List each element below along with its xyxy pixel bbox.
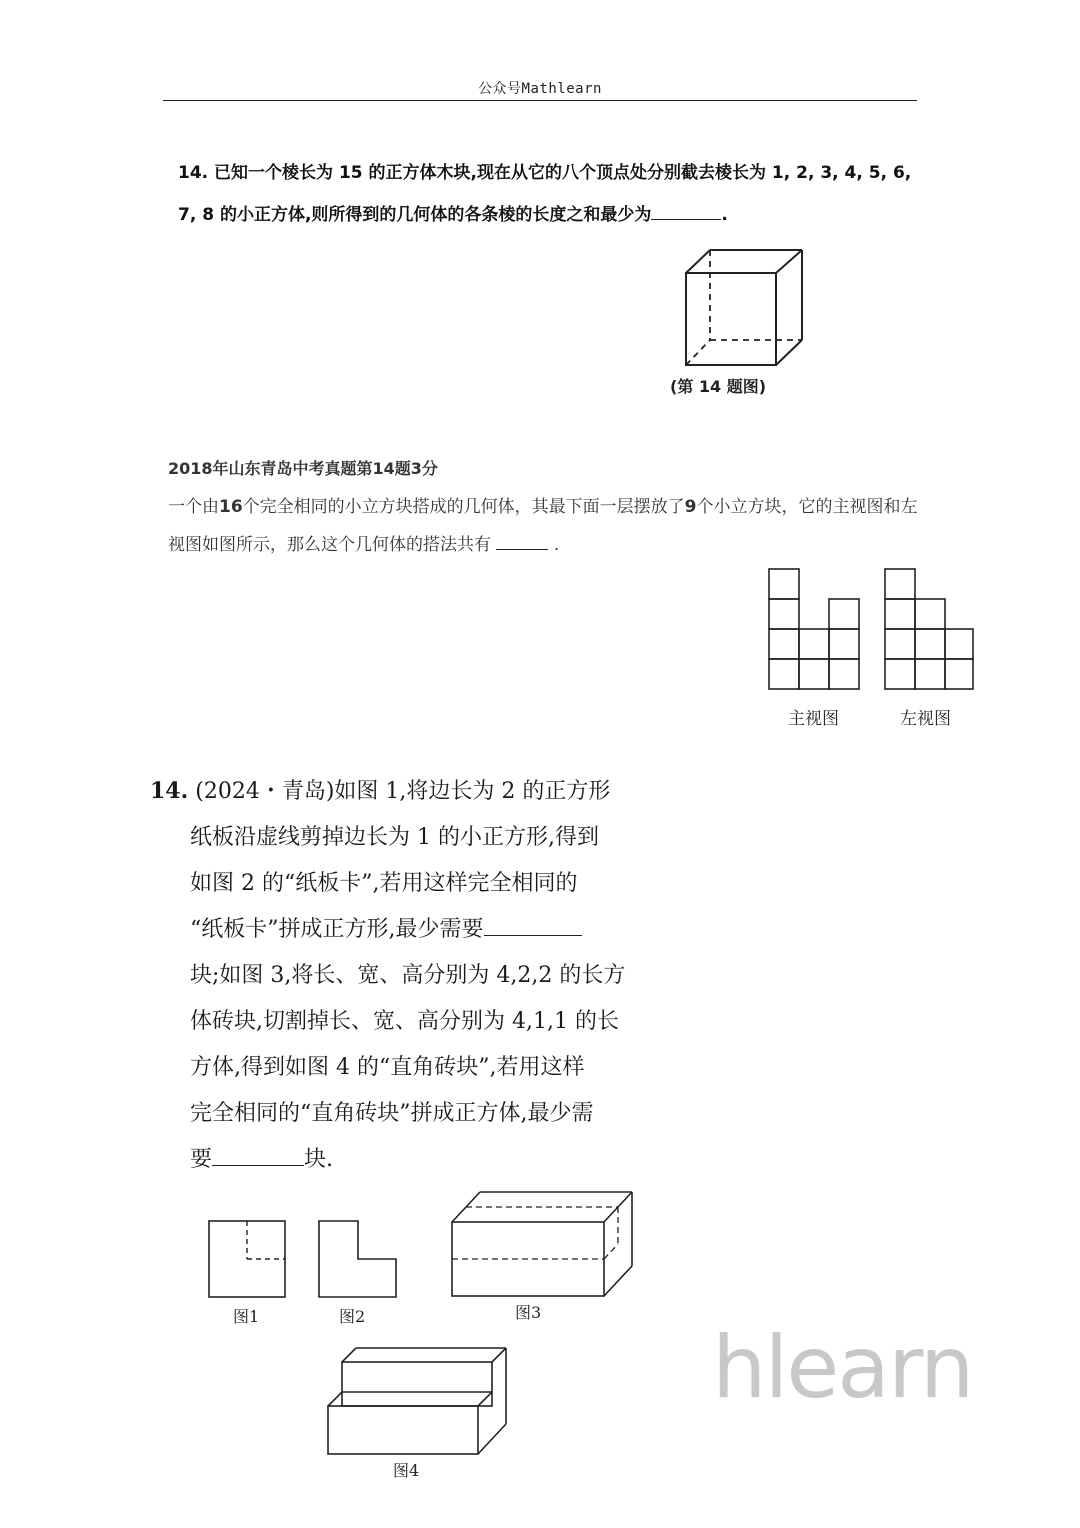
watermark-text: hlearn <box>712 1318 973 1418</box>
figure-2-label: 图2 <box>339 1307 366 1326</box>
left-view-figure <box>884 568 980 694</box>
problem2-cube-count: 16 <box>219 497 243 517</box>
problem2-line1-b: 个完全相同的小立方块搭成的几何体，其最下面一层摆放了 <box>242 497 685 517</box>
problem3-line1 <box>150 774 610 805</box>
problem3-line1-text: (2024・青岛)如图 1,将边长为 2 的正方形 <box>195 779 611 804</box>
problem3-line5: 块;如图 3,将长、宽、高分别为 4,2,2 的长方 <box>190 963 626 988</box>
figure-3-label: 图3 <box>515 1303 542 1322</box>
problem3-line7: 方体,得到如图 4 的“直角砖块”,若用这样 <box>190 1055 585 1080</box>
problem3-line6: 体砖块,切割掉长、宽、高分别为 4,1,1 的长 <box>190 1009 619 1034</box>
front-view-label: 主视图 <box>788 709 839 729</box>
problem1-line1 <box>178 158 911 183</box>
problem3-line9-a: 要 <box>190 1147 213 1172</box>
problem1-number: 14. <box>178 163 209 183</box>
figure-1-label: 图1 <box>233 1307 260 1326</box>
figure-4 <box>326 1346 508 1458</box>
header-rule <box>163 100 917 101</box>
cube-front-face <box>686 273 776 365</box>
problem3-line3: 如图 2 的“纸板卡”,若用这样完全相同的 <box>190 871 578 896</box>
problem2-line1-c: 个小立方块，它的主视图和左 <box>696 497 918 517</box>
problem2-line2-text: 视图如图所示，那么这个几何体的搭法共有 <box>168 535 491 555</box>
problem3-answer-blank-2 <box>212 1143 304 1166</box>
figure-3 <box>450 1190 636 1300</box>
problem1-line2 <box>178 200 728 225</box>
left-view-label: 左视图 <box>900 709 951 729</box>
problem1-answer-blank <box>651 201 721 220</box>
problem1-line1-text: 已知一个棱长为 15 的正方体木块,现在从它的八个顶点处分别截去棱长为 1, 2, 3, 4, 5, 6, <box>214 163 912 183</box>
problem1-cube-figure <box>680 245 810 370</box>
problem3-line8: 完全相同的“直角砖块”拼成正方体,最少需 <box>190 1101 594 1126</box>
problem3-line4-text: “纸板卡”拼成正方形,最少需要 <box>190 917 484 942</box>
problem2-bottom-count: 9 <box>684 497 697 517</box>
problem3-line2: 纸板沿虚线剪掉边长为 1 的小正方形,得到 <box>190 825 599 850</box>
problem3-line9-b: 块. <box>304 1147 334 1172</box>
problem2-title: 2018年山东青岛中考真题第14题3分 <box>168 459 438 478</box>
front-view-figure <box>768 568 864 694</box>
problem1-line2-text: 7, 8 的小正方体,则所得到的几何体的各条棱的长度之和最少为 <box>178 205 652 225</box>
problem2-line2-end: . <box>553 535 560 555</box>
problem2-line1 <box>168 492 918 517</box>
figure-4-label: 图4 <box>393 1461 420 1480</box>
problem3-line4 <box>190 912 582 943</box>
problem3-number: 14. <box>150 778 189 804</box>
problem1-line2-end: . <box>721 205 728 225</box>
problem2-line2 <box>168 530 559 555</box>
problem2-line1-a: 一个由 <box>168 497 219 517</box>
problem3-answer-blank-1 <box>484 913 582 936</box>
problem3-line9 <box>190 1142 333 1173</box>
problem2-answer-blank <box>496 531 548 550</box>
figure-1 <box>208 1220 288 1300</box>
header-text: 公众号Mathlearn <box>478 81 602 97</box>
figure-2 <box>318 1220 400 1300</box>
problem1-figure-caption: (第 14 题图) <box>670 377 767 396</box>
